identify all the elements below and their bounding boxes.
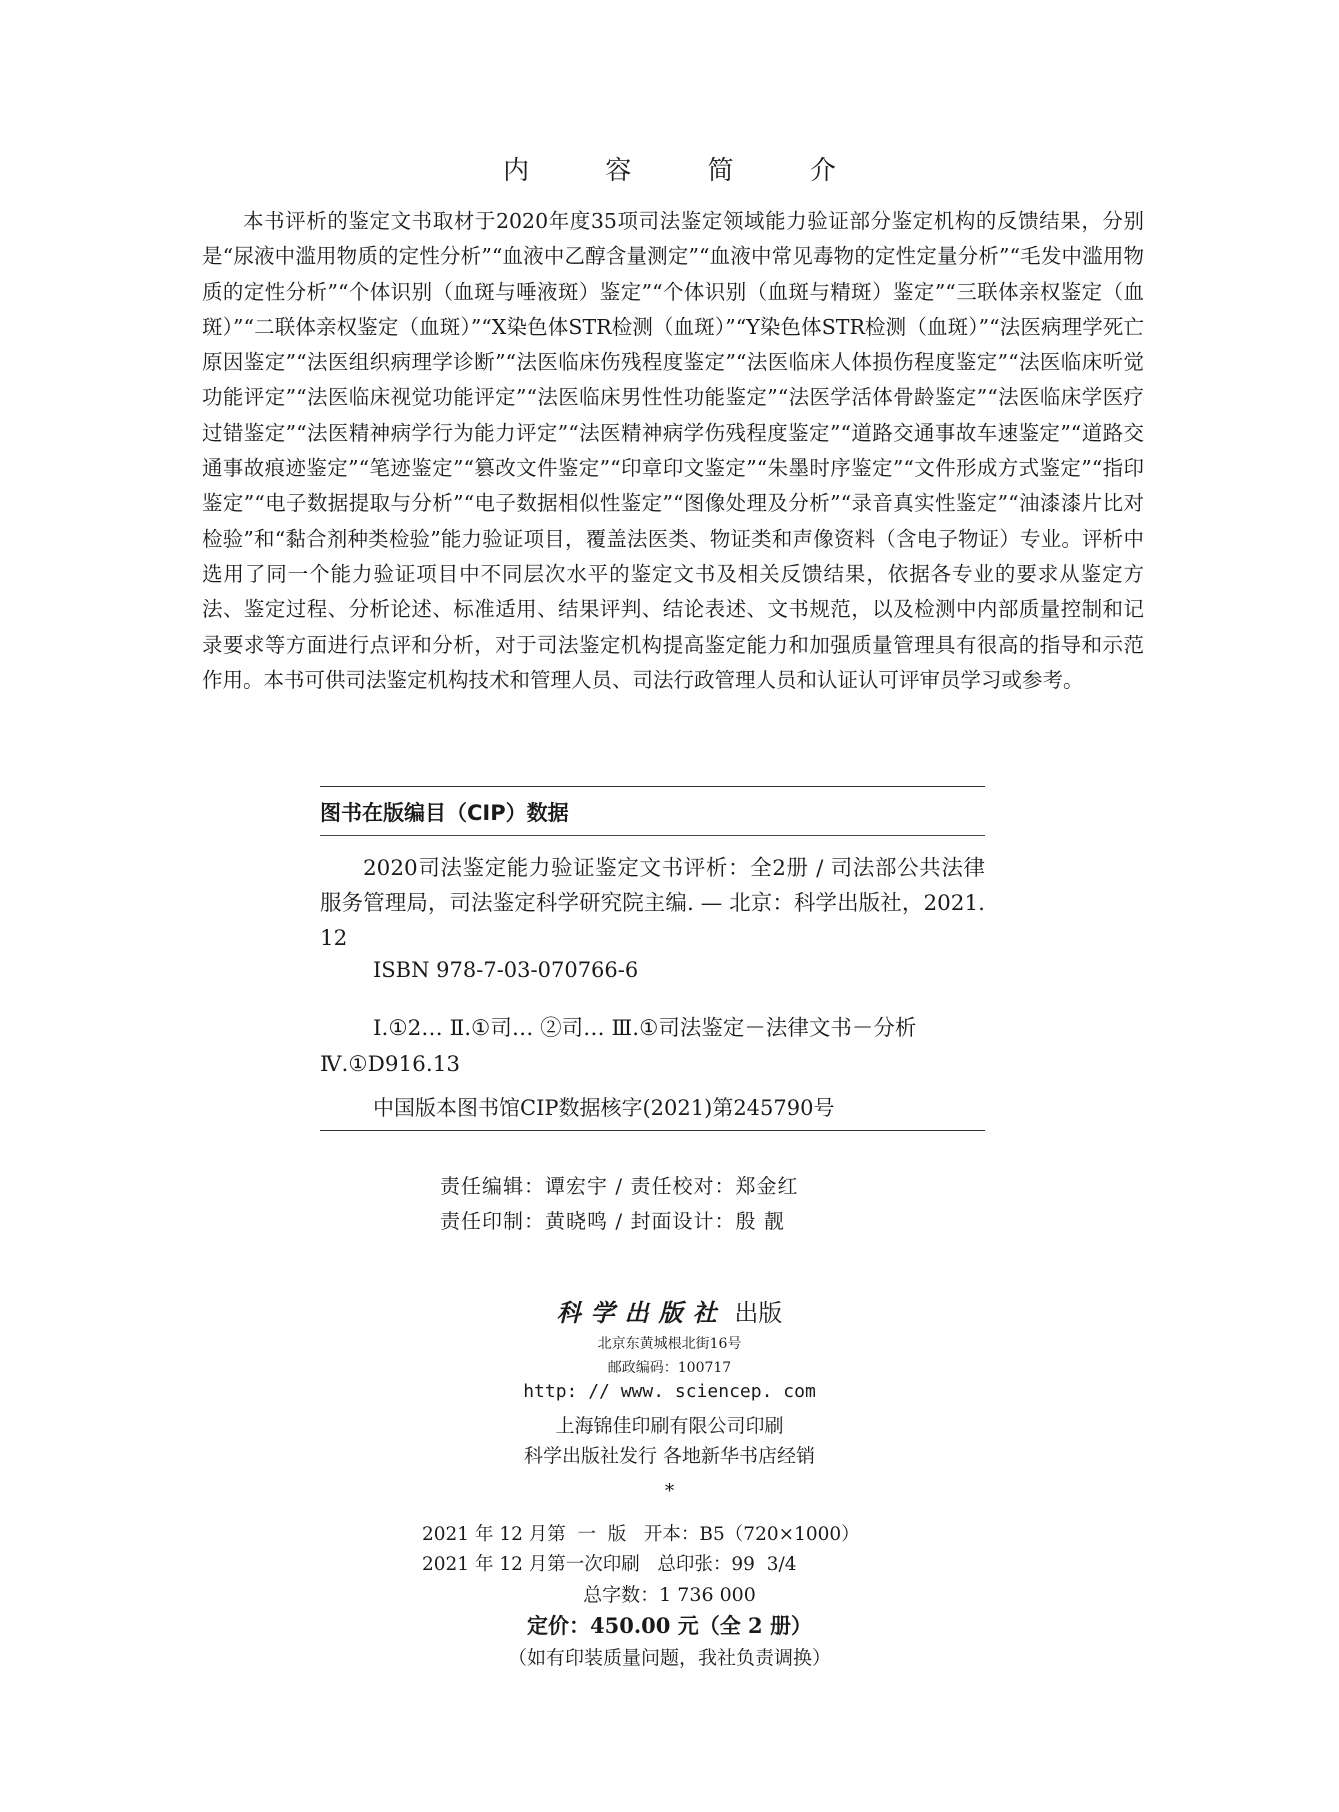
cip-divider (320, 835, 985, 836)
quality-notice: （如有印装质量问题，我社负责调换） (507, 1647, 831, 1669)
publisher-suffix: 出版 (734, 1299, 783, 1327)
page-title: 内 容 简 介 (503, 156, 870, 186)
printing-line: 2021 年 12 月第一次印刷 总印张：99 3/4 (422, 1554, 797, 1575)
cip-classification: Ⅰ.①2… Ⅱ.①司… ②司… Ⅲ.①司法鉴定－法律文书－分析 Ⅳ.①D916.13 (320, 1016, 917, 1077)
printer-line: 上海锦佳印刷有限公司印刷 (555, 1415, 784, 1437)
publisher-postcode: 邮政编码：100717 (607, 1360, 732, 1376)
distribution-line: 科学出版社发行 各地新华书店经销 (523, 1445, 816, 1467)
publisher-address: 北京东黄城根北街16号 (597, 1336, 742, 1352)
staff-line-production: 责任印制：黄晓鸣 / 封面设计：殷 靓 (440, 1209, 785, 1233)
cip-heading: 图书在版编目（CIP）数据 (320, 801, 569, 825)
introduction-paragraph: 本书评析的鉴定文书取材于2020年度35项司法鉴定领域能力验证部分鉴定机构的反馈结果，分别是“尿液中滥用物质的定性分析”“血液中乙醇含量测定”“血液中常见毒物的定性定量分析”“毛发中滥用物质的定性分析”“个体识别（血斑与唾液斑）鉴定”“个体识别（血斑与精斑）鉴定”“三联体亲权鉴定（血斑）”“二联体亲权鉴定（血斑）”“X染色体STR检测（血斑）”“Y染色体STR检测（血斑）”“法医病理学死亡原因鉴定”“法医组织病理学诊断”“法医临床伤残程度鉴定”“法医临床人体损伤程度鉴定”“法医临床听觉功能评定”“法医临床视觉功能评定”“法医临床男性性功能鉴定”“法医学活体骨龄鉴定”“法医临床学医疗过错鉴定”“法医精神病学行为能力评定”“法医精神病学伤残程度鉴定”“道路交通事故车速鉴定”“道路交通事故痕迹鉴定”“笔迹鉴定”“篡改文件鉴定”“印章印文鉴定”“朱墨时序鉴定”“文件形成方式鉴定”“指印鉴定”“电子数据提取与分析”“电子数据相似性鉴定”“图像处理及分析”“录音真实性鉴定”“油漆漆片比对检验”和“黏合剂种类检验”能力验证项目，覆盖法医类、物证类和声像资料（含电子物证）专业。评析中选用了同一个能力验证项目中不同层次水平的鉴定文书及相关反馈结果，依据各专业的要求从鉴定方法、鉴定过程、分析论述、标准适用、结果评判、结论表述、文书规范，以及检测中内部质量控制和记录要求等方面进行点评和分析，对于司法鉴定机构提高鉴定能力和加强质量管理具有很高的指导和示范作用。本书可供司法鉴定机构技术和管理人员、司法行政管理人员和认证认可评审员学习或参考。 (202, 209, 1144, 692)
publisher-url: http: // www. sciencep. com (523, 1381, 816, 1402)
staff-line-editors: 责任编辑：谭宏宇 / 责任校对：郑金红 (440, 1174, 799, 1198)
cip-data-block (320, 786, 985, 1131)
publisher-logo (0, 1293, 1339, 1328)
publisher-name: 科学出版社 (556, 1298, 727, 1327)
separator-asterisk: * (664, 1480, 675, 1502)
cip-isbn: ISBN 978-7-03-070766-6 (373, 958, 639, 982)
cip-verification-number: 中国版本图书馆CIP数据核字(2021)第245790号 (373, 1096, 835, 1120)
edition-line: 2021 年 12 月第 一 版 开本：B5（720×1000） (422, 1524, 860, 1545)
price-line: 定价：450.00 元（全 2 册） (527, 1613, 812, 1638)
word-count: 总字数：1 736 000 (583, 1584, 756, 1606)
cip-entry: 2020司法鉴定能力验证鉴定文书评析：全2册 / 司法部公共法律服务管理局，司法鉴定科学研究院主编. — 北京：科学出版社，2021.12 (320, 856, 985, 951)
